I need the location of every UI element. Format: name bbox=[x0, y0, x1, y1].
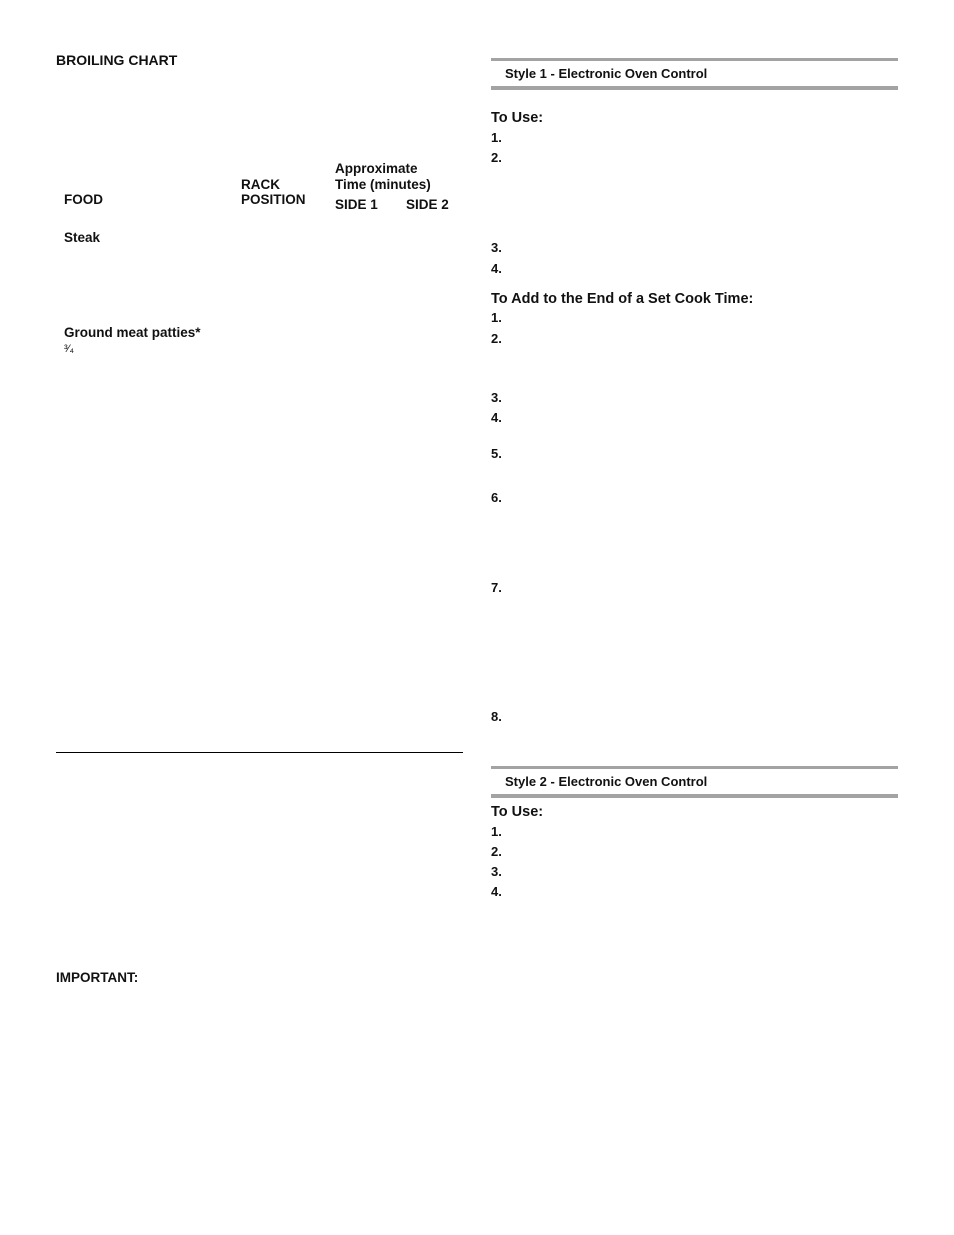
style2-header-label: Style 2 - Electronic Oven Control bbox=[505, 774, 708, 789]
step-number: 5. bbox=[491, 446, 502, 461]
col-food-header: FOOD bbox=[64, 192, 103, 207]
step-number: 4. bbox=[491, 261, 502, 276]
step-number: 3. bbox=[491, 240, 502, 255]
col-rack-header-line2: POSITION bbox=[241, 192, 306, 207]
important-label: IMPORTANT: bbox=[56, 970, 139, 985]
step-number: 2. bbox=[491, 150, 502, 165]
step-number: 2. bbox=[491, 844, 502, 859]
to-use-heading-2: To Use: bbox=[491, 804, 544, 820]
row-patties-label: Ground meat patties* bbox=[64, 325, 201, 340]
step-number: 3. bbox=[491, 390, 502, 405]
col-side1-header: SIDE 1 bbox=[335, 197, 378, 212]
step-number: 1. bbox=[491, 310, 502, 325]
step-number: 4. bbox=[491, 884, 502, 899]
step-number: 7. bbox=[491, 580, 502, 595]
step-number: 8. bbox=[491, 709, 502, 724]
row-steak-label: Steak bbox=[64, 230, 101, 245]
row-patties-fraction: ³⁄₄ bbox=[64, 343, 74, 355]
broiling-chart-title: BROILING CHART bbox=[56, 52, 178, 68]
step-number: 2. bbox=[491, 331, 502, 346]
col-time-header-line2: Time (minutes) bbox=[335, 177, 431, 192]
style2-header-band bbox=[491, 766, 898, 798]
style1-header-label: Style 1 - Electronic Oven Control bbox=[505, 66, 708, 81]
step-number: 1. bbox=[491, 130, 502, 145]
col-side2-header: SIDE 2 bbox=[406, 197, 449, 212]
step-number: 6. bbox=[491, 490, 502, 505]
step-number: 4. bbox=[491, 410, 502, 425]
col-time-header-line1: Approximate bbox=[335, 161, 418, 176]
step-number: 3. bbox=[491, 864, 502, 879]
step-number: 1. bbox=[491, 824, 502, 839]
to-use-heading-1: To Use: bbox=[491, 110, 544, 126]
col-rack-header-line1: RACK bbox=[241, 177, 280, 192]
section-divider bbox=[56, 752, 463, 753]
add-end-heading: To Add to the End of a Set Cook Time: bbox=[491, 291, 754, 307]
style1-header-band bbox=[491, 58, 898, 90]
